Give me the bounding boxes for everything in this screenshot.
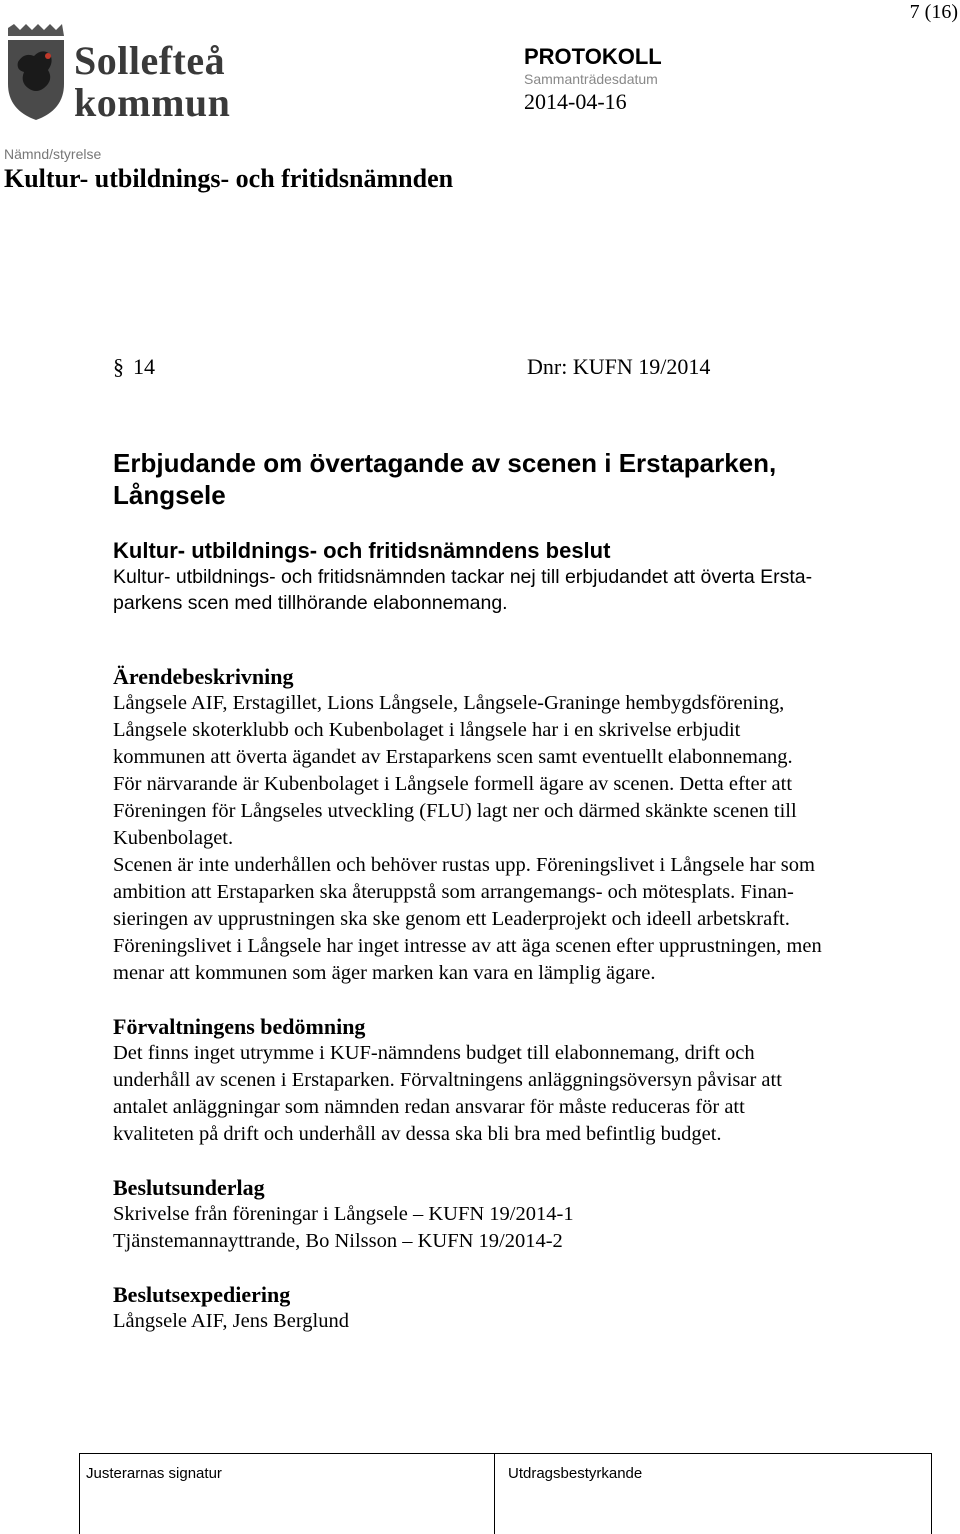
text-line: Föreningslivet i Långsele har inget intresse av att äga scenen efter upprustningen, men: [113, 935, 822, 957]
assessment-heading: Förvaltningens bedömning: [113, 1014, 366, 1039]
description-text: [113, 690, 913, 987]
text-line: parkens scen med tillhörande elabonnemang.: [113, 592, 508, 614]
committee-name: Kultur- utbildnings- och fritidsnämnden: [4, 164, 454, 193]
dnr-number: Dnr: KUFN 19/2014: [527, 354, 711, 379]
text-line: ambition att Erstaparken ska återuppstå som arrangemangs- och mötesplats. Finan-: [113, 881, 794, 903]
text-line: menar att kommunen som äger marken kan vara en lämplig ägare.: [113, 962, 656, 984]
basis-section: [113, 1174, 913, 1255]
text-line: antalet anläggningar som nämnden redan ansvarar för måste reduceras för att: [113, 1096, 745, 1118]
text-line: kvaliteten på drift och underhåll av dessa ska bli bra med befintlig budget.: [113, 1123, 722, 1145]
date-label: Sammanträdesdatum: [524, 71, 658, 87]
text-line: Långsele skoterklubb och Kubenbolaget i långsele har i en skrivelse erbjudit: [113, 719, 741, 741]
protocol-header: [524, 44, 662, 116]
text-line: För närvarande är Kubenbolaget i Långsele formell ägare av scenen. Detta efter att: [113, 773, 793, 795]
text-line: sieringen av upprustningen ska ske genom ett Leaderprojekt och ideell arbetskraft.: [113, 908, 790, 930]
text-line: Kubenbolaget.: [113, 827, 234, 849]
document-body: [113, 538, 913, 1335]
text-line: Tjänstemannayttrande, Bo Nilsson – KUFN 19/2014-2: [113, 1230, 563, 1252]
title-line: Erbjudande om övertagande av scenen i Erstaparken,: [113, 448, 777, 478]
municipality-logo: [4, 22, 264, 125]
basis-text: [113, 1201, 913, 1255]
assessment-section: [113, 1013, 913, 1148]
description-heading: Ärendebeskrivning: [113, 664, 294, 689]
coat-of-arms-icon: [4, 22, 68, 122]
dispatch-text: [113, 1308, 913, 1335]
text-line: Skrivelse från föreningar i Långsele – KUFN 19/2014-1: [113, 1203, 574, 1225]
text-line: Kultur- utbildnings- och fritidsnämnden tackar nej till erbjudandet att överta Ersta-: [113, 566, 813, 588]
assessment-text: [113, 1040, 913, 1148]
title-line: Långsele: [113, 480, 226, 510]
paragraph-symbol: §: [113, 354, 124, 379]
page-title: [113, 447, 893, 511]
dispatch-section: [113, 1281, 913, 1335]
committee-block: [4, 145, 453, 195]
text-line: Föreningen för Långseles utveckling (FLU) lagt ner och därmed skänkte scenen till: [113, 800, 797, 822]
dispatch-heading: Beslutsexpediering: [113, 1282, 291, 1307]
text-line: Det finns inget utrymme i KUF-nämndens budget till elabonnemang, drift och: [113, 1042, 755, 1064]
committee-label: Nämnd/styrelse: [4, 146, 102, 162]
page-number: 7 (16): [909, 1, 958, 23]
paragraph-number: 14: [133, 354, 155, 379]
decision-section: [113, 538, 913, 616]
text-line: kommunen att överta ägandet av Erstaparkens scen samt eventuellt elabonnemang.: [113, 746, 793, 768]
decision-text: [113, 564, 913, 616]
description-section: [113, 663, 913, 987]
text-line: Långsele AIF, Erstagillet, Lions Långsele, Långsele-Graninge hembygdsförening,: [113, 692, 785, 714]
decision-heading: Kultur- utbildnings- och fritidsnämndens beslut: [113, 538, 611, 563]
logo-line-2: kommun: [74, 80, 231, 125]
signature-divider: [494, 1454, 495, 1534]
logo-line-1: Sollefteå: [74, 38, 226, 83]
text-line: underhåll av scenen i Erstaparken. Förvaltningens anläggningsöversyn påvisar att: [113, 1069, 782, 1091]
text-line: Långsele AIF, Jens Berglund: [113, 1310, 349, 1332]
signature-label: Justerarnas signatur: [86, 1465, 222, 1482]
signature-box: [79, 1453, 932, 1534]
meeting-date: 2014-04-16: [524, 89, 627, 114]
text-line: Scenen är inte underhållen och behöver rustas upp. Föreningslivet i Långsele har som: [113, 854, 815, 876]
certification-label: Utdragsbestyrkande: [508, 1465, 643, 1482]
basis-heading: Beslutsunderlag: [113, 1175, 265, 1200]
protocol-title: PROTOKOLL: [524, 44, 662, 69]
